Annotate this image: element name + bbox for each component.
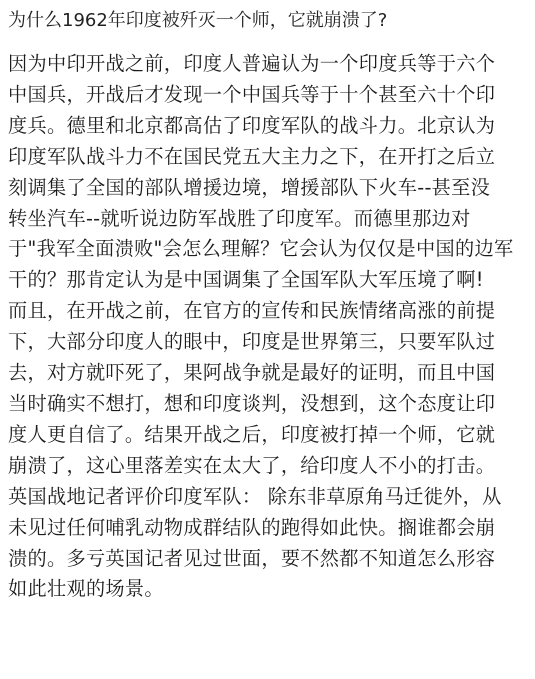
- body-line: 崩溃了，这心里落差实在太大了，给印度人不小的打击。: [8, 453, 496, 477]
- post-body: [8, 49, 528, 605]
- body-line: 如此壮观的场景。: [8, 577, 164, 601]
- body-line: 下，大部分印度人的眼中，印度是世界第三，只要军队过: [8, 330, 496, 354]
- body-line: 干的？那肯定认为是中国调集了全国军队大军压境了啊!: [8, 268, 484, 292]
- body-line: 未见过任何哺乳动物成群结队的跑得如此快。搁谁都会崩: [8, 515, 496, 539]
- body-line: 中国兵，开战后才发现一个中国兵等于十个甚至六十个印: [8, 82, 496, 106]
- post-title: 为什么1962年印度被歼灭一个师，它就崩溃了?: [8, 10, 388, 31]
- body-line: 于"我军全面溃败"会怎么理解？它会认为仅仅是中国的边军: [8, 237, 514, 261]
- body-line: 印度军队战斗力不在国民党五大主力之下，在开打之后立: [8, 144, 496, 168]
- body-line: 溃的。多亏英国记者见过世面，要不然都不知道怎么形容: [8, 546, 496, 570]
- body-line: 度人更自信了。结果开战之后，印度被打掉一个师，它就: [8, 422, 496, 446]
- body-line: 英国战地记者评价印度军队： 除东非草原角马迁徙外，从: [8, 484, 502, 508]
- body-line: 而且，在开战之前，在官方的宣传和民族情绪高涨的前提: [8, 299, 496, 323]
- body-line: 因为中印开战之前，印度人普遍认为一个印度兵等于六个: [8, 52, 496, 75]
- body-line: 转坐汽车--就听说边防军战胜了印度军。而德里那边对: [8, 206, 471, 230]
- body-line: 刻调集了全国的部队增援边境，增援部队下火车--甚至没: [8, 175, 491, 199]
- body-line: 度兵。德里和北京都高估了印度军队的战斗力。北京认为: [8, 113, 496, 137]
- body-line: 当时确实不想打，想和印度谈判，没想到，这个态度让印: [8, 391, 496, 415]
- body-line: 去，对方就吓死了，果阿战争就是最好的证明，而且中国: [8, 361, 496, 385]
